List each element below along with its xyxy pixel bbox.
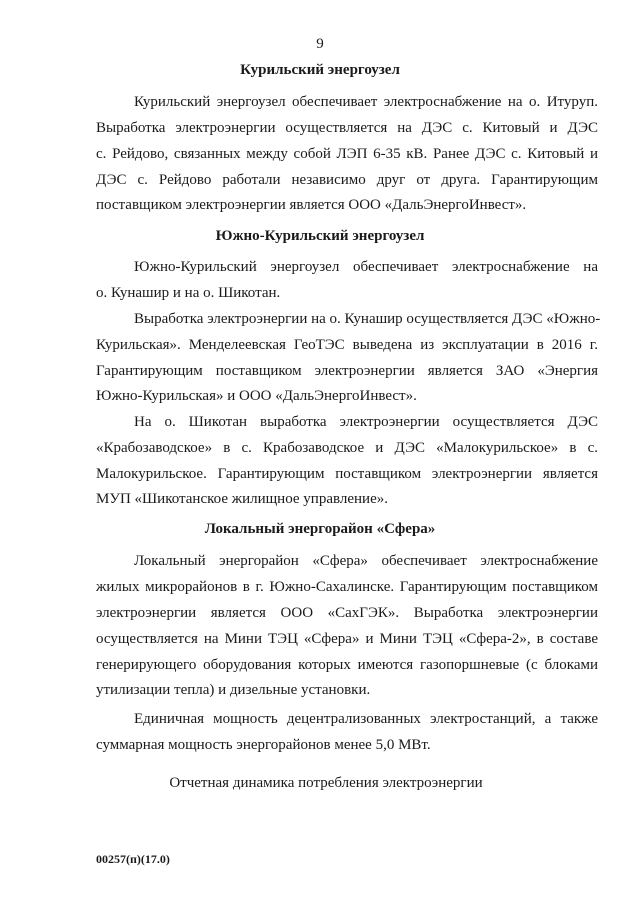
paragraph-line: электроэнергии является ООО «СахГЭК». Выработка электроэнергии <box>96 605 598 621</box>
page-number: 9 <box>316 36 324 52</box>
paragraph-line: Курильский энергоузел обеспечивает электроснабжение на о. Итуруп. <box>134 94 598 110</box>
section-heading: Южно-Курильский энергоузел <box>215 228 425 244</box>
paragraph-line: Курильская». Менделеевская ГеоТЭС выведена из эксплуатации в 2016 г. <box>96 337 598 353</box>
paragraph-line: Выработка электроэнергии на о. Кунашир осуществляется ДЭС «Южно- <box>134 311 601 327</box>
paragraph-line: жилых микрорайонов в г. Южно-Сахалинске. Гарантирующим поставщиком <box>96 579 598 595</box>
paragraph-line: генерирующего оборудования которых имеются газопоршневые (с блоками <box>96 657 598 673</box>
paragraph-line: поставщиком электроэнергии является ООО «ДальЭнергоИнвест». <box>96 197 527 213</box>
paragraph-line: с. Рейдово, связанных между собой ЛЭП 6-35 кВ. Ранее ДЭС с. Китовый и <box>96 146 598 162</box>
paragraph-line: Выработка электроэнергии осуществляется на ДЭС с. Китовый и ДЭС <box>96 120 598 136</box>
section-heading: Локальный энергорайон «Сфера» <box>204 521 436 537</box>
paragraph-line: утилизации тепла) и дизельные установки. <box>96 682 371 698</box>
paragraph-line: Малокурильское. Гарантирующим поставщиком электроэнергии является <box>96 466 598 482</box>
paragraph-line: МУП «Шикотанское жилищное управление». <box>96 491 388 507</box>
paragraph-line: Гарантирующим поставщиком электроэнергии является ЗАО «Энергия <box>96 363 598 379</box>
paragraph-line: суммарная мощность энергорайонов менее 5,0 МВт. <box>96 737 431 753</box>
paragraph-line: Южно-Курильский энергоузел обеспечивает электроснабжение на <box>134 259 598 275</box>
paragraph-line: Единичная мощность децентрализованных электростанций, а также <box>134 711 598 727</box>
paragraph-line: На о. Шикотан выработка электроэнергии осуществляется ДЭС <box>134 414 598 430</box>
paragraph-line: осуществляется на Мини ТЭЦ «Сфера» и Мини ТЭЦ «Сфера-2», в составе <box>96 631 598 647</box>
paragraph-line: Локальный энергорайон «Сфера» обеспечивает электроснабжение <box>134 553 598 569</box>
paragraph-line: о. Кунашир и на о. Шикотан. <box>96 285 281 301</box>
table-caption: Отчетная динамика потребления электроэнергии <box>169 775 483 791</box>
paragraph-line: ДЭС с. Рейдово работали независимо друг от друга. Гарантирующим <box>96 172 598 188</box>
section-heading: Курильский энергоузел <box>240 62 400 78</box>
document-code: 00257(п)(17.0) <box>96 852 170 866</box>
paragraph-line: Южно-Курильская» и ООО «ДальЭнергоИнвест». <box>96 388 417 404</box>
paragraph-line: «Крабозаводское» в с. Крабозаводское и ДЭС «Малокурильское» в с. <box>96 440 598 456</box>
